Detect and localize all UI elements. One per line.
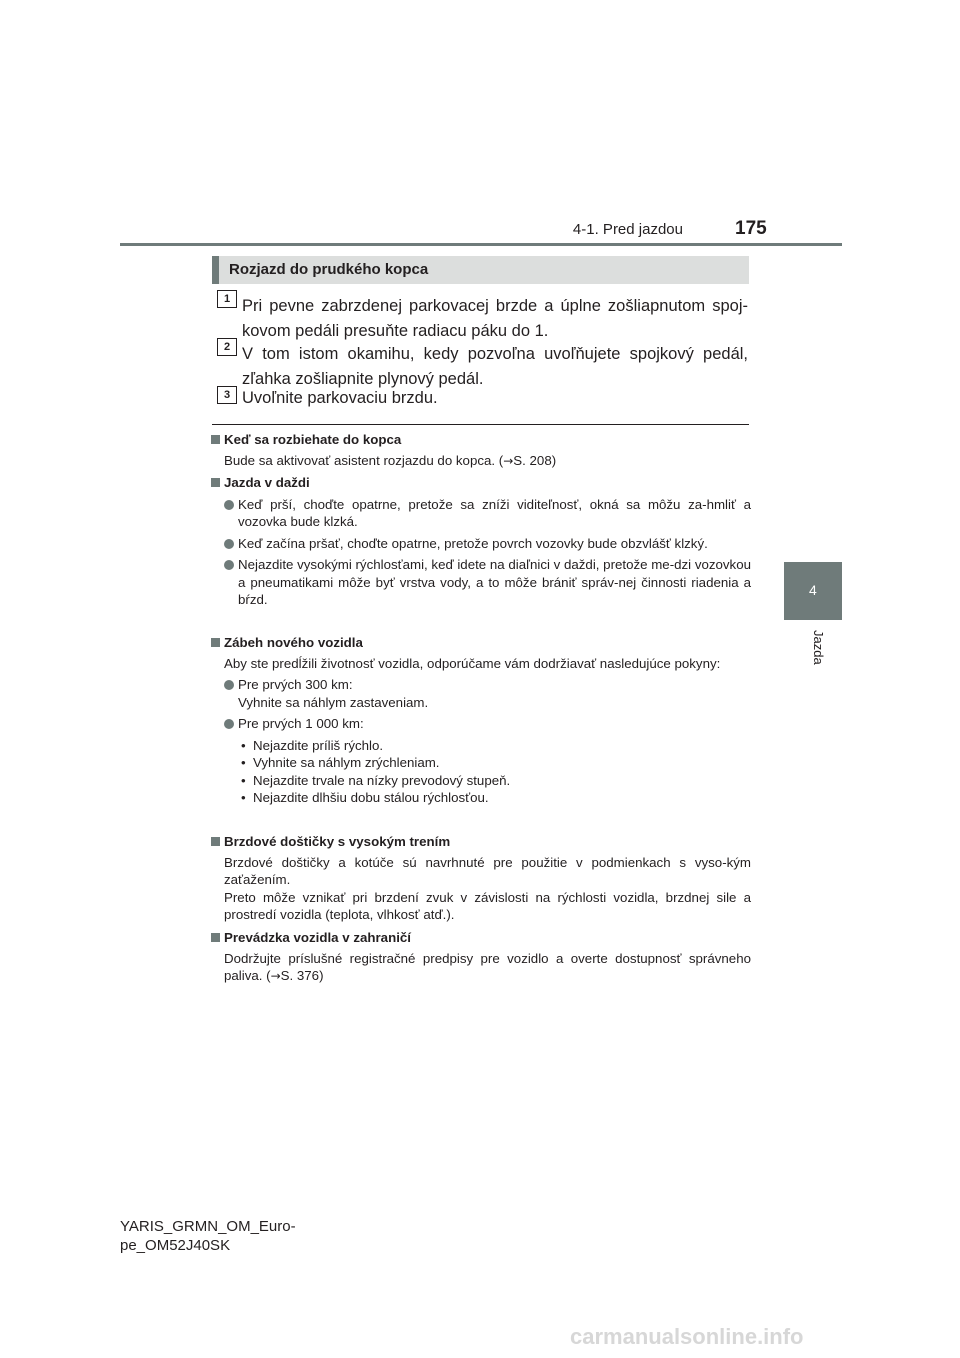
step-number-2: 2 <box>217 338 237 356</box>
sub-item: • Nejazdite trvale na nízky prevodový stupeň. <box>224 772 751 790</box>
bullet-item <box>211 676 751 711</box>
bullet-item: Keď začína pršať, choďte opatrne, pretože povrch vozovky bude obzvlášť klzký. <box>211 535 751 553</box>
page-reference-link[interactable]: S. 208) <box>513 452 557 468</box>
arrow-icon: → <box>270 969 281 983</box>
note-body <box>211 452 751 471</box>
procedure-title: Rozjazd do prudkého kopca <box>229 261 429 278</box>
note-rain <box>211 474 751 609</box>
sub-item: • Nejazdite dlhšiu dobu stálou rýchlosťou. <box>224 789 751 807</box>
note-uphill <box>211 431 751 470</box>
arrow-icon: → <box>503 453 514 468</box>
step-number-3: 3 <box>217 386 237 404</box>
sub-item: • Vyhnite sa náhlym zrýchleniam. <box>224 754 751 772</box>
sub-item: • Nejazdite príliš rýchlo. <box>224 737 751 755</box>
note-break-in <box>211 634 751 807</box>
watermark: carmanualsonline.info <box>570 1324 804 1349</box>
chapter-label: Jazda <box>811 630 826 665</box>
note-heading: Brzdové doštičky s vysokým trením <box>211 833 751 851</box>
document-code-line: YARIS_GRMN_OM_Euro- <box>120 1218 296 1235</box>
bullet-item: Nejazdite vysokými rýchlosťami, keď idete na diaľnici v daždi, pretože me-dzi vozovkou a pneumatikami môže byť vrstva vody, a to môže brániť správ-nej činnosti riadenia a bŕzd. <box>211 556 751 609</box>
note-heading: Prevádzka vozidla v zahraničí <box>211 929 751 947</box>
document-code <box>120 1217 296 1255</box>
bullet-line: Pre prvých 300 km: <box>238 677 353 692</box>
section-title: 4-1. Pred jazdou <box>572 221 683 238</box>
note-body <box>211 950 751 986</box>
bullet-line: Vyhnite sa náhlym zastaveniam. <box>238 694 429 710</box>
chapter-label-area <box>784 618 842 665</box>
note-brake-pads <box>211 833 751 924</box>
note-abroad <box>211 929 751 986</box>
note-body: Brzdové doštičky a kotúče sú navrhnuté pre použitie v podmienkach s vyso-kým zaťažením. <box>224 854 751 887</box>
bullet-item: Keď prší, choďte opatrne, pretože sa zníži viditeľnosť, okná sa môžu za-hmliť a vozovka bude klzká. <box>211 496 751 531</box>
document-code-line: pe_OM52J40SK <box>120 1237 231 1254</box>
note-body: Aby ste predĺžili životnosť vozidla, odporúčame vám dodržiavať nasledujúce pokyny: <box>224 655 721 671</box>
page-reference-link[interactable]: S. 376) <box>280 968 324 983</box>
bullet-item: Pre prvých 1 000 km: <box>211 715 751 733</box>
note-text: Dodržujte príslušné registračné predpisy pre vozidlo a overte dostupnosť správneho paliva. ( <box>224 950 751 983</box>
note-heading: Zábeh nového vozidla <box>211 634 751 652</box>
step-text-2: V tom istom okamihu, kedy pozvoľna uvoľňujete spojkový pedál, zľahka zošliapnite plynový pedál. <box>242 345 748 388</box>
title-marker <box>212 256 219 284</box>
note-text: Bude sa aktivovať asistent rozjazdu do kopca. ( <box>224 452 504 468</box>
header-rule <box>120 243 842 246</box>
procedure-title-bar <box>212 256 749 284</box>
note-heading: Jazda v daždi <box>211 474 751 492</box>
step-number-1: 1 <box>217 290 237 308</box>
section-separator <box>212 424 749 425</box>
note-heading: Keď sa rozbiehate do kopca <box>211 431 751 449</box>
page-number: 175 <box>735 218 767 239</box>
note-body: Preto môže vznikať pri brzdení zvuk v závislosti na rýchlosti vozidla, brzdnej sile a prostredí vozidla (teplota, vlhkosť atď.). <box>224 889 751 922</box>
step-text-1: Pri pevne zabrzdenej parkovacej brzde a úplne zošliapnutom spoj-kovom pedáli presuňte radiacu páku do 1. <box>242 297 748 340</box>
chapter-tab <box>784 562 842 620</box>
chapter-number: 4 <box>809 582 817 598</box>
sub-list <box>211 737 751 807</box>
step-text-3: Uvoľnite parkovaciu brzdu. <box>242 389 438 407</box>
